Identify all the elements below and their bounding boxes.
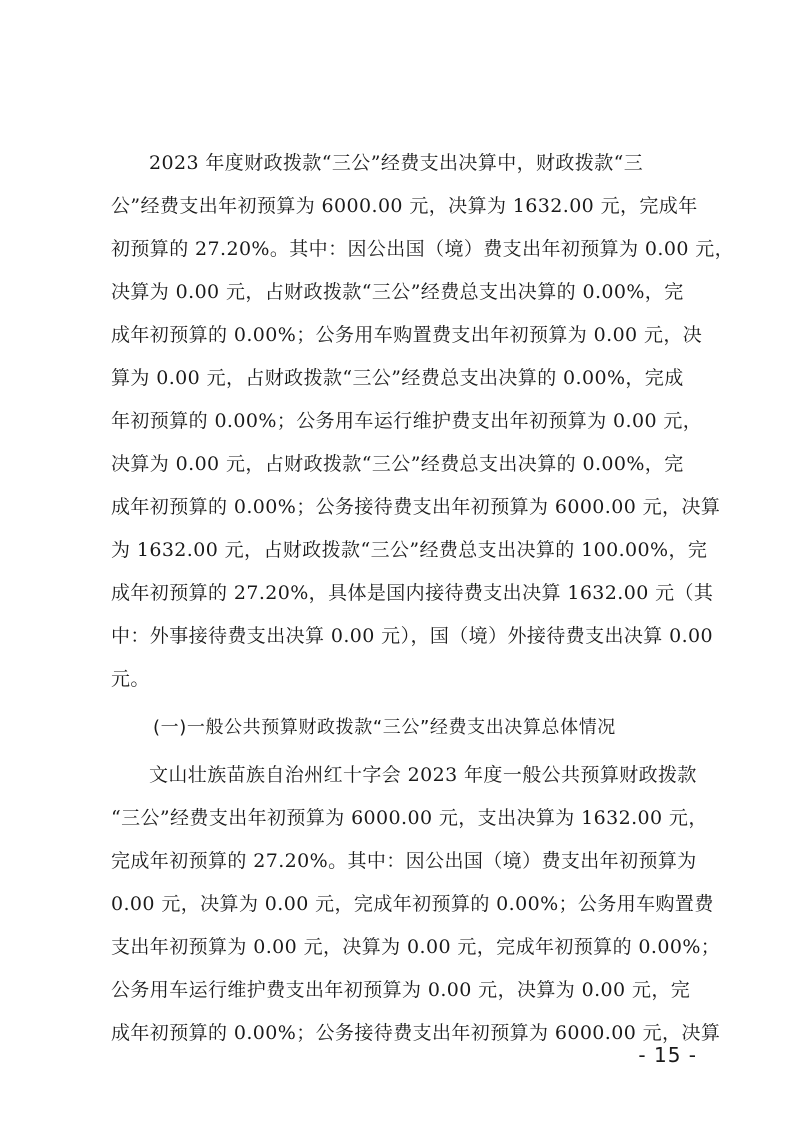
paragraph-1-line-1: 2023 年度财政拨款“三公”经费支出决算中，财政拨款“三 [149,152,644,174]
paragraph-1-line-4: 决算为 0.00 元，占财政拨款“三公”经费总支出决算的 0.00%，完 [111,281,684,303]
paragraph-1-line-12: 中：外事接待费支出决算 0.00 元），国（境）外接待费支出决算 0.00 [111,625,714,647]
paragraph-1-line-6: 算为 0.00 元，占财政拨款“三公”经费总支出决算的 0.00%，完成 [111,367,684,389]
section-heading: (一)一般公共预算财政拨款“三公”经费支出决算总体情况 [153,717,616,738]
paragraph-1-line-11: 成年初预算的 27.20%，具体是国内接待费支出决算 1632.00 元（其 [111,582,714,604]
paragraph-2-line-5: 支出年初预算为 0.00 元，决算为 0.00 元，完成年初预算的 0.00%； [111,936,721,958]
paragraph-1-line-7: 年初预算的 0.00%；公务用车运行维护费支出年初预算为 0.00 元， [111,410,703,432]
paragraph-2-line-7: 成年初预算的 0.00%；公务接待费支出年初预算为 6000.00 元，决算 [111,1022,721,1044]
paragraph-2-line-3: 完成年初预算的 27.20%。其中：因公出国（境）费支出年初预算为 [111,850,697,872]
paragraph-1-line-2: 公”经费支出年初预算为 6000.00 元，决算为 1632.00 元，完成年 [111,195,698,217]
paragraph-1-line-10: 为 1632.00 元，占财政拨款“三公”经费总支出决算的 100.00%，完 [111,539,708,561]
paragraph-2-line-6: 公务用车运行维护费支出年初预算为 0.00 元，决算为 0.00 元，完 [111,979,691,1001]
paragraph-2-line-4: 0.00 元，决算为 0.00 元，完成年初预算的 0.00%；公务用车购置费 [111,893,714,915]
paragraph-2-line-2: “三公”经费支出年初预算为 6000.00 元，支出决算为 1632.00 元， [111,807,708,829]
paragraph-1-line-8: 决算为 0.00 元，占财政拨款“三公”经费总支出决算的 0.00%，完 [111,453,684,475]
paragraph-1-line-13: 元。 [111,668,150,690]
page-number: - 15 - [638,1043,697,1067]
paragraph-2-line-1: 文山壮族苗族自治州红十字会 2023 年度一般公共预算财政拨款 [149,764,697,786]
paragraph-1-line-3: 初预算的 27.20%。其中：因公出国（境）费支出年初预算为 0.00 元， [111,238,735,260]
paragraph-1-line-9: 成年初预算的 0.00%；公务接待费支出年初预算为 6000.00 元，决算 [111,496,721,518]
paragraph-1-line-5: 成年初预算的 0.00%；公务用车购置费支出年初预算为 0.00 元，决 [111,324,703,346]
